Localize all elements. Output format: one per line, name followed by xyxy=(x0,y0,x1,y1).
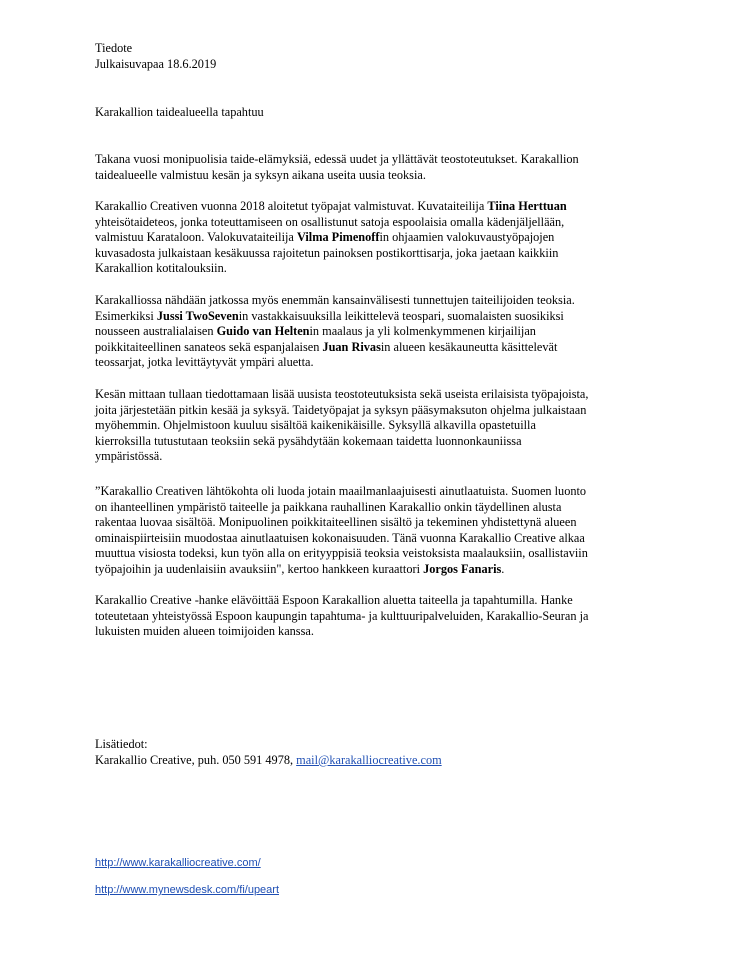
text-line: myöhemmin. Ohjelmistoon kuuluu sisältöä kaikenikäisille. Syksyllä alkavilla opastetuilla xyxy=(95,418,536,432)
text-line: Karakalliossa nähdään jatkossa myös enemmän kansainvälisesti tunnettujen taiteilijoiden teoksia. xyxy=(95,293,575,307)
text-line: on ihanteellinen ympäristö taiteelle ja paikkana rauhallinen Karakallio onkin täydellinen alusta xyxy=(95,499,562,514)
text-line: ”Karakallio Creativen lähtökohta oli luoda jotain maailmanlaajuisesti ainutlaatuista. Suomen luonto xyxy=(95,484,587,498)
text-line: yhteisötaideteos, jonka toteuttamiseen on osallistunut satoja espoolaisia omalla kädenjäljellään, xyxy=(95,214,565,229)
contact-heading: Lisätiedot: xyxy=(95,737,148,751)
curator-name: Jorgos Fanaris xyxy=(423,561,502,576)
contact-org: Karakallio Creative, puh. 050 591 4978, xyxy=(95,753,297,767)
text-line: poikkitaiteellinen sanateos sekä espanjalaisen Juan Rivasin alueen kesäkauneutta käsittelevät xyxy=(95,339,558,354)
text-line: kierroksilla tutustutaan teoksiin sekä pysähdytään kokemaan taidetta luonnonkauniissa xyxy=(95,433,522,448)
text-line: lukuisten muiden alueen toimijoiden kanssa. xyxy=(95,624,314,638)
text-line: teossarjat, jotka levittäytyvät ympäri aluetta. xyxy=(95,355,314,369)
paragraph-project xyxy=(95,593,665,640)
website-link[interactable]: http://www.karakalliocreative.com/ xyxy=(95,857,261,869)
contact-line xyxy=(95,752,442,768)
text-line: työpajoihin ja uudenlaisiin avauksiin", kertoo hankkeen kuraattori Jorgos Fanaris. xyxy=(95,561,505,576)
text-line: ominaispiirteisiin muodostaa ainutlaatuisen kokonaisuuden. Tänä vuonna Karakallio Creative alkaa xyxy=(95,530,585,545)
document-type: Tiedote xyxy=(95,41,133,55)
release-date: Julkaisuvapaa 18.6.2019 xyxy=(95,57,217,71)
text-line: nousseen australialaisen Guido van Heltenin maalaus ja yli kolmenkymmenen kirjailijan xyxy=(95,324,536,338)
paragraph-program xyxy=(95,387,665,465)
text-line: toteutetaan yhteistyössä Espoon kaupungin tapahtuma- ja kulttuuripalveluiden, Karakallio-Seuran ja xyxy=(95,608,589,623)
text-line: Karakallion kotitalouksiin. xyxy=(95,261,227,275)
paragraph-workshops xyxy=(95,199,665,277)
email-link[interactable]: mail@karakalliocreative.com xyxy=(296,753,442,767)
paragraph-intro xyxy=(95,152,665,183)
text-line: taidealueelle valmistuu kesän ja syksyn aikana useita uusia teoksia. xyxy=(95,167,426,182)
text-line: Karakallio Creativen vuonna 2018 aloitetut työpajat valmistuvat. Kuvataiteilija Tiina Herttuan xyxy=(95,199,567,213)
text-line: kuvasadosta julkaistaan kesäkuussa rajoitetun painoksen postikorttisarja, joka jaetaan kaikkiin xyxy=(95,245,559,260)
paragraph-quote xyxy=(95,484,665,577)
artist-name: Jussi TwoSeven xyxy=(156,308,239,323)
document-title: Karakallion taidealueella tapahtuu xyxy=(95,105,264,119)
artist-name: Vilma Pimenoff xyxy=(296,230,380,244)
text-line: Takana vuosi monipuolisia taide-elämyksiä, edessä uudet ja yllättävät teostoteutukset. Karakallion xyxy=(95,152,579,166)
paragraph-international xyxy=(95,293,665,371)
text-line: Karakallio Creative -hanke elävöittää Espoon Karakallion aluetta taiteella ja tapahtumilla. Hanke xyxy=(95,593,573,607)
text-line: Kesän mittaan tullaan tiedottamaan lisää uusista teostoteutuksista sekä useista erilaisista työpajoista, xyxy=(95,387,589,401)
text-line: valmistuu Karataloon. Valokuvataiteilija Vilma Pimenoffin ohjaamien valokuvaustyöpajojen xyxy=(95,230,555,244)
text-line: Esimerkiksi Jussi TwoSevenin vastakkaisuuksilla leikittelevä teospari, suomalaisten suosikiksi xyxy=(95,308,564,323)
text-line: ympäristössä. xyxy=(95,449,163,463)
artist-name: Juan Rivas xyxy=(322,339,381,354)
text-line: muuttua visiosta todeksi, kun työn alla on erityyppisiä teoksia veistoksista maalauksiin, osallistaviin xyxy=(95,546,588,560)
artist-name: Guido van Helten xyxy=(216,324,310,338)
newsroom-link[interactable]: http://www.mynewsdesk.com/fi/upeart xyxy=(95,884,280,896)
artist-name: Tiina Herttuan xyxy=(487,199,567,213)
text-line: rakentaa luovaa sisältöä. Monipuolinen poikkitaiteellinen sisältö ja tekeminen yhdistettynä alueen xyxy=(95,515,577,529)
text-line: joita järjestetään pitkin kesää ja syksyä. Taidetyöpajat ja syksyn pääsymaksuton ohjelma julkaistaan xyxy=(95,402,587,417)
